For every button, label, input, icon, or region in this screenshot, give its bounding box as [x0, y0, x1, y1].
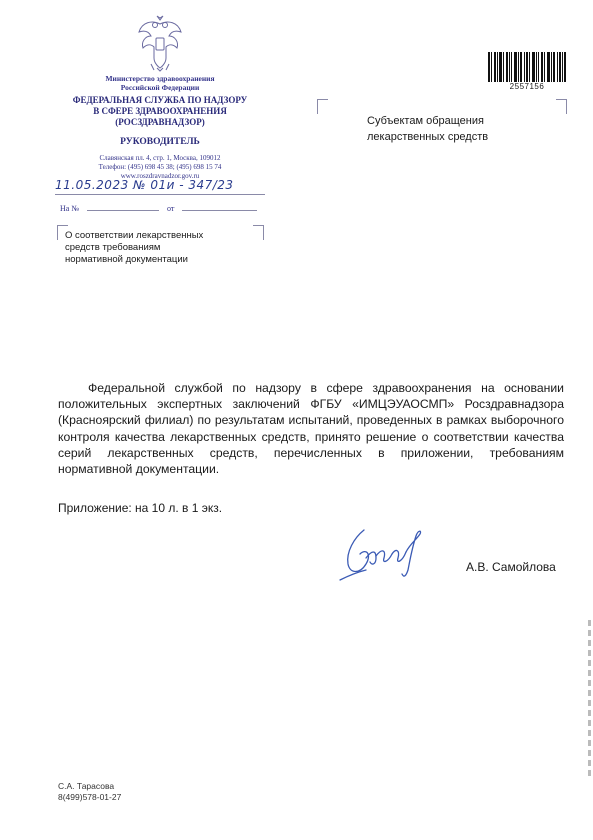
barcode — [488, 52, 566, 82]
subject-block — [65, 230, 255, 266]
annex-note: Приложение: на 10 л. в 1 экз. — [58, 501, 223, 515]
reference-field — [60, 204, 257, 213]
coat-of-arms-icon — [135, 14, 185, 72]
subject-line1: О соответствии лекарственных — [65, 230, 204, 241]
reference-number-blank — [87, 210, 159, 211]
body-paragraph — [58, 380, 564, 477]
signer-name: А.В. Самойлова — [466, 560, 556, 574]
executor-phone: 8(499)578-01-27 — [58, 791, 122, 802]
handwritten-signature — [336, 520, 436, 584]
registration-date-number: 11.05.2023 № 01и - 347/23 — [55, 178, 234, 192]
phone: Телефон: (495) 698 45 38; (495) 698 15 74 — [98, 163, 222, 171]
executor-name: С.А. Тарасова — [58, 781, 115, 791]
recipient-corner-left — [317, 99, 328, 114]
ministry-line2: Российской Федерации — [120, 83, 200, 92]
service-name-line2: В СФЕРЕ ЗДРАВООХРАНЕНИЯ — [93, 106, 227, 116]
head-title: РУКОВОДИТЕЛЬ — [120, 137, 200, 147]
executor-block — [58, 781, 121, 802]
subject-line3: нормативной документации — [65, 254, 188, 265]
recipient-line1: Субъектам обращения — [367, 115, 484, 127]
scan-edge-artifact — [588, 620, 591, 780]
reference-number-label: На № — [60, 204, 79, 213]
registration-underline — [55, 194, 265, 195]
service-name-line3: (РОСЗДРАВНАДЗОР) — [115, 117, 205, 127]
website: www.roszdravnadzor.gov.ru — [120, 172, 200, 180]
recipient-line2: лекарственных средств — [367, 131, 489, 143]
reference-date-blank — [182, 210, 257, 211]
recipient-block — [367, 113, 488, 145]
ministry-line1: Министерство здравоохранения — [105, 74, 215, 83]
reference-from-label: от — [166, 204, 175, 213]
address: Славянская пл. 4, стр. 1, Москва, 109012 — [99, 154, 221, 162]
body-paragraph-text: Федеральной службой по надзору в сфере здравоохранения на основании положительных экспертных заключений ФГБУ «ИМЦЭУАОСМП» Росздравнадзора (Красноярский филиал) по результатам испытаний, проведенных в рамках выборочного контроля качества лекарственных средств, принято решение о соответствии качества серий лекарственных средств, перечисленных в приложении, требованиям нормативной документации. — [58, 381, 564, 477]
service-name-line1: ФЕДЕРАЛЬНАЯ СЛУЖБА ПО НАДЗОРУ — [72, 95, 248, 105]
recipient-corner-right — [556, 99, 567, 114]
barcode-number: 2557156 — [509, 82, 545, 91]
subject-line2: средств требованиям — [65, 242, 161, 253]
